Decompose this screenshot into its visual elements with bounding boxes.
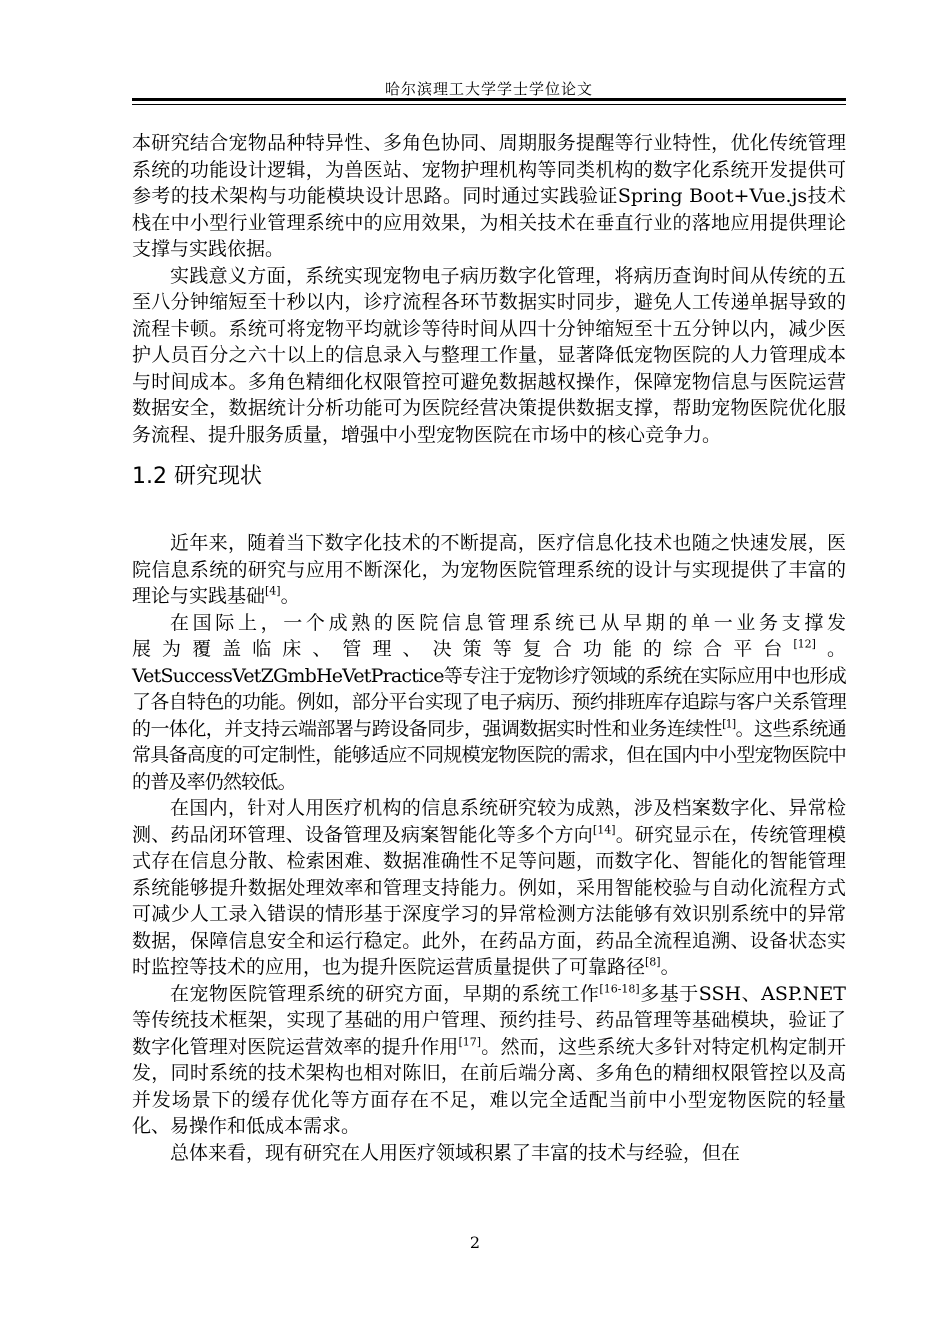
paragraph-6-text-2: 多基于SSH、ASP.NET等传统技术框架，实现了基础的用户管理、预约挂号、药品管理等基础模块，验证了数字化管理对医院运营效率的提升作用 bbox=[132, 982, 846, 1058]
section-heading: 1.2 研究现状 bbox=[132, 464, 262, 489]
header-rule-thick bbox=[132, 98, 846, 101]
paragraph-4-body bbox=[132, 663, 846, 796]
citation: [14] bbox=[592, 823, 616, 837]
paragraph-4-line-1: 在国际上，一个成熟的医院信息管理系统已从早期的单一业务支撑发 bbox=[170, 611, 846, 634]
paragraph-4-line-2 bbox=[132, 636, 846, 663]
paragraph-5-text-2: 。研究显示在，传统管理模式存在信息分散、检索困难、数据准确性不足等问题，而数字化、智能化的智能管理系统能够提升数据处理效率和管理支持能力。例如，采用智能校验与自动化流程方式可减少人工录入错误的情形基于深度学习的异常检测方法能够有效识别系统中的异常数据，保障信息安全和运行稳定。此外，在药品方面，药品全流程追溯、设备状态实时监控等技术的应用，也为提升医院运营质量提供了可靠路径 bbox=[132, 823, 846, 978]
paragraph-1: 本研究结合宠物品种特异性、多角色协同、周期服务提醒等行业特性，优化传统管理系统的功能设计逻辑，为兽医站、宠物护理机构等同类机构的数字化系统开发提供可参考的技术架构与功能模块设计思路。同时通过实践验证Spring Boot+Vue.js技术栈在中小型行业管理系统中的应用效果，为相关技术在垂直行业的落地应用提供理论支撑与实践依据。 bbox=[132, 132, 846, 260]
citation: [1] bbox=[722, 717, 736, 731]
paragraph-5 bbox=[132, 795, 846, 981]
citation: [17] bbox=[458, 1035, 482, 1049]
paragraph-3-end: 。 bbox=[280, 585, 300, 607]
paragraph-4-end: 。这些系统通常具备高度的可定制性，能够适应不同规模宠物医院的需求，但在国内中小型宠物医院中的普及率仍然较低。 bbox=[132, 717, 846, 793]
citation: [16-18] bbox=[599, 982, 640, 996]
running-header: 哈尔滨理工大学学士学位论文 bbox=[384, 80, 593, 98]
paragraph-3 bbox=[132, 530, 846, 610]
paragraph-4-line-2-end: 。 bbox=[815, 638, 846, 660]
paragraph-4-text: VetSuccessVetZGmbHeVetPractice等专注于宠物诊疗领域的系统在实际应用中也形成了各自特色的功能。例如，部分平台实现了电子病历、预约排班库存追踪与客户关系管理的一体化，并支持云端部署与跨设备同步，强调数据实时性和业务连续性 bbox=[132, 664, 846, 740]
citation: [4] bbox=[265, 584, 281, 598]
paragraph-6 bbox=[132, 981, 846, 1140]
paragraph-3-text: 近年来，随着当下数字化技术的不断提高，医疗信息化技术也随之快速发展，医院信息系统的研究与应用不断深化，为宠物医院管理系统的设计与实现提供了丰富的理论与实践基础 bbox=[132, 532, 846, 607]
header-rule-thin bbox=[132, 104, 846, 105]
paragraph-2: 实践意义方面，系统实现宠物电子病历数字化管理，将病历查询时间从传统的五至八分钟缩短至十秒以内，诊疗流程各环节数据实时同步，避免人工传递单据导致的流程卡顿。系统可将宠物平均就诊等待时间从四十分钟缩短至十五分钟以内，减少医护人员百分之六十以上的信息录入与整理工作量，显著降低宠物医院的人力管理成本与时间成本。多角色精细化权限管控可避免数据越权操作，保障宠物信息与医院运营数据安全，数据统计分析功能可为医院经营决策提供数据支撑，帮助宠物医院优化服务流程、提升服务质量，增强中小型宠物医院在市场中的核心竞争力。 bbox=[132, 264, 846, 446]
page-body bbox=[132, 130, 846, 1166]
citation: [12] bbox=[793, 637, 816, 651]
paragraph-7: 总体来看，现有研究在人用医疗领域积累了丰富的技术与经验，但在 bbox=[170, 1141, 741, 1164]
paragraph-5-text-3: 。 bbox=[660, 956, 680, 978]
paragraph-6-text-3: 。然而，这些系统大多针对特定机构定制开发，同时系统的技术架构也相对陈旧，在前后端分离、多角色的精细权限管控以及高并发场景下的缓存优化等方面存在不足，难以完全适配当前中小型宠物医院的轻量化、易操作和低成本需求。 bbox=[132, 1035, 846, 1137]
paragraph-6-text-1: 在宠物医院管理系统的研究方面，早期的系统工作 bbox=[170, 982, 600, 1005]
paragraph-4-line-2-text: 展为覆盖临床、管理、决策等复合功能的综合平台 bbox=[132, 638, 794, 660]
paragraph-5-text-1: 在国内，针对人用医疗机构的信息系统研究较为成熟，涉及档案数字化、异常检测、药品闭环管理、设备管理及病案智能化等多个方向 bbox=[132, 797, 846, 846]
page-number: 2 bbox=[469, 1233, 481, 1252]
citation: [8] bbox=[645, 955, 661, 969]
